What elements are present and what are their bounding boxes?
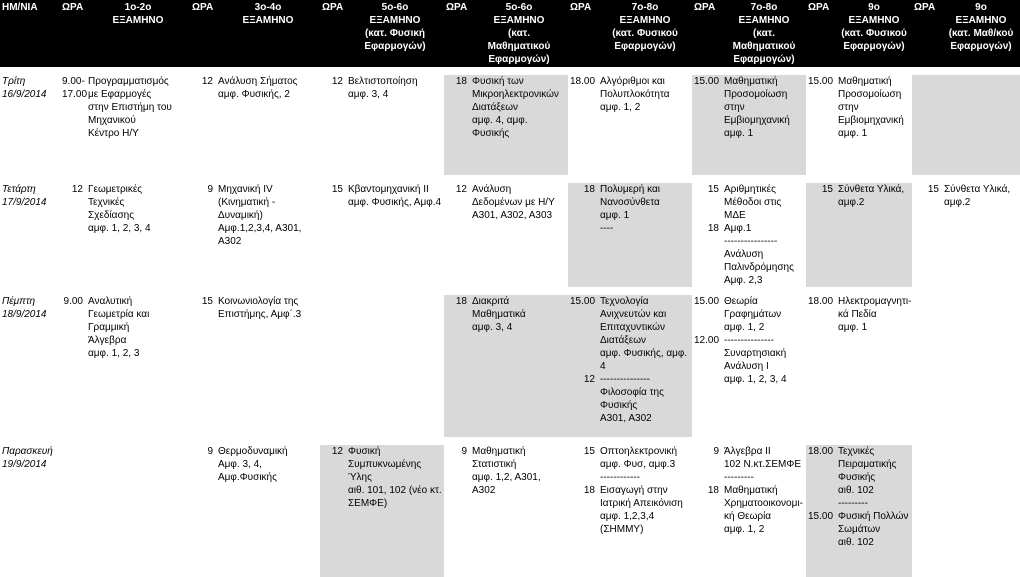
course-cell: Ηλεκτρομαγνητι- κά Πεδία αμφ. 1: [838, 296, 912, 333]
course-cell: Ανάλυση Δεδομένων με Η/Υ Α301, Α302, Α303: [472, 184, 555, 221]
header-cell: 3ο-4ο ΕΞΑΜΗΝΟ: [216, 0, 320, 67]
table-row: [0, 445, 1020, 577]
course-cell: Μαθηματική Προσομοίωση στην Εμβιομηχανική αμφ. 1: [722, 75, 806, 175]
time-cell: 12: [201, 76, 213, 87]
table-row: [0, 183, 1020, 287]
header-cell: ΗΜ/ΝΙΑ: [0, 0, 60, 67]
row-separator: [0, 287, 1020, 295]
time-cell: 9.00: [63, 296, 83, 307]
header-cell: 1ο-2ο ΕΞΑΜΗΝΟ: [86, 0, 190, 67]
course-cell: Τεχνολογία Ανιχνευτών και Επιταχυντικών Διατάξεων αμφ. Φυσικής, αμφ. 4 --------------- Φιλοσοφία της Φυσικής Α301, Α302: [598, 295, 692, 437]
time-cell: 18.00: [570, 76, 596, 87]
course-cell: Θερμοδυναμική Αμφ. 3, 4, Αμφ.Φυσικής: [218, 446, 288, 483]
day-cell: Τετάρτη 17/9/2014: [2, 184, 47, 208]
header-cell: ΩΡΑ: [60, 0, 86, 67]
header-cell: ΩΡΑ: [444, 0, 470, 67]
time-cell: 9 18: [707, 446, 719, 496]
time-cell: 18: [444, 75, 470, 175]
course-cell: [86, 445, 190, 577]
course-cell: Κοινωνιολογία της Επιστήμης, Αμφ΄.3: [218, 296, 302, 320]
course-cell: [942, 75, 1020, 175]
header-row: [0, 0, 1020, 67]
time-cell: 15: [927, 184, 939, 195]
header-cell: ΩΡΑ: [320, 0, 346, 67]
time-cell: 9: [207, 184, 213, 195]
time-cell: 15.00 12.00: [694, 296, 720, 346]
time-cell: 9: [207, 446, 213, 457]
course-cell: Αλγόριθμοι και Πολυπλοκότητα αμφ. 1, 2: [600, 76, 670, 113]
time-cell: 12: [71, 184, 83, 195]
header-cell: ΩΡΑ: [568, 0, 598, 67]
course-cell: Οπτοηλεκτρονική αμφ. Φυσ, αμφ.3 ------------ Εισαγωγή στην Ιατρική Απεικόνιση αμφ. 1,2,3,4 (ΣΗΜΜΥ): [600, 446, 683, 535]
header-cell: ΩΡΑ: [912, 0, 942, 67]
row-separator: [0, 437, 1020, 445]
time-cell: 15 18: [707, 184, 719, 234]
time-cell: [912, 75, 942, 175]
header-cell: 7ο-8ο ΕΞΑΜΗΝΟ (κατ. Μαθηματικού Εφαρμογών): [722, 0, 806, 67]
time-cell: 15.00: [808, 76, 834, 87]
course-cell: Διακριτά Μαθηματικά αμφ. 3, 4: [470, 295, 568, 437]
time-cell: 15: [201, 296, 213, 307]
time-cell: 15: [806, 183, 836, 287]
time-cell: 9: [461, 446, 467, 457]
course-cell: Άλγεβρα ΙΙ 102 Ν.κτ.ΣΕΜΦΕ --------- Μαθηματική Χρηματοοικονομι- κή Θεωρία αμφ. 1, 2: [724, 446, 803, 535]
course-cell: Τεχνικές Πειραματικής Φυσικής αιθ. 102 --------- Φυσική Πολλών Σωμάτων αιθ. 102: [836, 445, 912, 577]
day-cell: Παρασκευή 19/9/2014: [2, 446, 53, 470]
time-cell: 18.00: [808, 296, 834, 307]
header-cell: ΩΡΑ: [806, 0, 836, 67]
course-cell: Προγραμματισμός με Εφαρμογές στην Επιστήμη του Μηχανικού Κέντρο Η/Υ: [88, 76, 172, 139]
header-cell: 7ο-8ο ΕΞΑΜΗΝΟ (κατ. Φυσικού Εφαρμογών): [598, 0, 692, 67]
course-cell: Πολυμερή και Νανοσύνθετα αμφ. 1 ----: [598, 183, 692, 287]
time-cell: 12: [320, 445, 346, 577]
day-cell: Πέμπτη 18/9/2014: [2, 296, 47, 320]
row-separator: [0, 175, 1020, 183]
header-cell: 5ο-6ο ΕΞΑΜΗΝΟ (κατ. Μαθηματικού Εφαρμογών): [470, 0, 568, 67]
time-cell: [912, 295, 942, 437]
course-cell: [942, 445, 1020, 577]
header-cell: ΩΡΑ: [190, 0, 216, 67]
course-cell: Μαθηματική Προσομοίωση στην Εμβιομηχανική αμφ. 1: [838, 76, 904, 139]
time-cell: 12: [455, 184, 467, 195]
course-cell: Μηχανική IV (Κινηματική - Δυναμική) Αμφ.1,2,3,4, Α301, Α302: [218, 184, 302, 247]
time-cell: 15.00: [692, 75, 722, 175]
course-cell: Μαθηματική Στατιστική αμφ. 1,2, Α301, Α302: [472, 446, 541, 496]
course-cell: Αναλυτική Γεωμετρία και Γραμμική Άλγεβρα αμφ. 1, 2, 3: [88, 296, 150, 359]
course-cell: [346, 295, 444, 437]
header-cell: 5ο-6ο ΕΞΑΜΗΝΟ (κατ. Φυσική Εφαρμογών): [346, 0, 444, 67]
time-cell: [60, 445, 86, 577]
course-cell: Κβαντομηχανική II αμφ. Φυσικής, Αμφ.4: [348, 184, 442, 208]
table-row: [0, 295, 1020, 437]
header-cell: ΩΡΑ: [692, 0, 722, 67]
course-cell: [942, 295, 1020, 437]
header-cell: 9ο ΕΞΑΜΗΝΟ (κατ. Μαθ/κού Εφαρμογών): [942, 0, 1020, 67]
time-cell: 18.00 15.00: [806, 445, 836, 577]
course-cell: Γεωμετρικές Τεχνικές Σχεδίασης αμφ. 1, 2, 3, 4: [88, 184, 151, 234]
day-cell: Τρίτη 16/9/2014: [2, 76, 47, 100]
time-cell: 18: [568, 183, 598, 287]
course-cell: Βελτιστοποίηση αμφ. 3, 4: [348, 76, 418, 100]
course-cell: Φυσική Συμπυκνωμένης Ύλης αιθ. 101, 102 (νέο κτ. ΣΕΜΦΕ): [346, 445, 444, 577]
row-separator: [0, 67, 1020, 75]
time-cell: 15.00 12: [568, 295, 598, 437]
time-cell: 15: [331, 184, 343, 195]
time-cell: [320, 295, 346, 437]
time-cell: 9.00- 17.00: [62, 76, 88, 100]
course-cell: Φυσική των Μικροηλεκτρονικών Διατάξεων αμφ. 4, αμφ. Φυσικής: [470, 75, 568, 175]
course-cell: Αριθμητικές Μέθοδοι στις ΜΔΕ Αμφ.1 ---------------- Ανάλυση Παλινδρόμησης Αμφ. 2,3: [724, 184, 794, 286]
header-cell: 9ο ΕΞΑΜΗΝΟ (κατ. Φυσικού Εφαρμογών): [836, 0, 912, 67]
course-cell: Σύνθετα Υλικά, αμφ.2: [944, 184, 1011, 208]
course-cell: Ανάλυση Σήματος αμφ. Φυσικής, 2: [218, 76, 298, 100]
time-cell: 12: [331, 76, 343, 87]
course-cell: Σύνθετα Υλικά, αμφ.2: [836, 183, 912, 287]
time-cell: 15 18: [583, 446, 595, 496]
time-cell: [912, 445, 942, 577]
course-cell: Θεωρία Γραφημάτων αμφ. 1, 2 --------------- Συναρτησιακή Ανάλυση Ι αμφ. 1, 2, 3, 4: [724, 296, 787, 385]
table-row: [0, 75, 1020, 175]
time-cell: 18: [444, 295, 470, 437]
